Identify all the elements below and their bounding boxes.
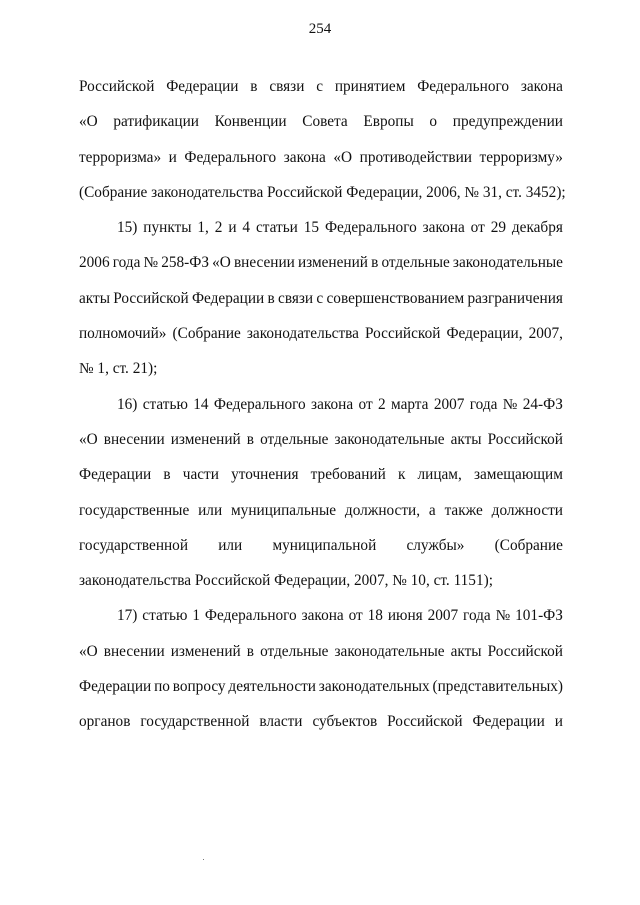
text-line: «О внесении изменений в отдельные законодательные акты Российской (79, 642, 563, 660)
text-line: 15) пункты 1, 2 и 4 статьи 15 Федерального закона от 29 декабря (117, 219, 563, 237)
text-line: законодательства Российской Федерации, 2007, № 10, ст. 1151); (79, 572, 493, 590)
text-line: государственные или муниципальные должности, а также должности (79, 501, 563, 519)
text-line: органов государственной власти субъектов Российской Федерации и (79, 713, 563, 731)
text-line: Федерации по вопросу деятельности законодательных (представительных) (79, 678, 563, 696)
document-body (79, 77, 566, 748)
page-number: 254 (308, 21, 332, 37)
text-line: 16) статью 14 Федерального закона от 2 марта 2007 года № 24-ФЗ (117, 395, 563, 413)
text-line: государственной или муниципальной службы» (Собрание (79, 536, 563, 554)
text-line: 17) статью 1 Федерального закона от 18 июня 2007 года № 101-ФЗ (117, 607, 563, 625)
text-line: «О внесении изменений в отдельные законодательные акты Российской (79, 430, 563, 448)
text-line: (Собрание законодательства Российской Федерации, 2006, № 31, ст. 3452); (79, 183, 566, 201)
text-line: № 1, ст. 21); (79, 360, 158, 378)
text-line: полномочий» (Собрание законодательства Российской Федерации, 2007, (79, 325, 563, 343)
text-line: 2006 года № 258-ФЗ «О внесении изменений в отдельные законодательные (79, 254, 563, 272)
text-line: «О ратификации Конвенции Совета Европы о предупреждении (79, 113, 563, 131)
scan-speck (203, 859, 204, 860)
text-line: терроризма» и Федерального закона «О противодействии терроризму» (79, 148, 563, 166)
text-line: Российской Федерации в связи с принятием Федерального закона (79, 78, 563, 95)
text-line: Федерации в части уточнения требований к лицам, замещающим (79, 466, 563, 484)
text-line: акты Российской Федерации в связи с совершенствованием разграничения (79, 289, 563, 307)
